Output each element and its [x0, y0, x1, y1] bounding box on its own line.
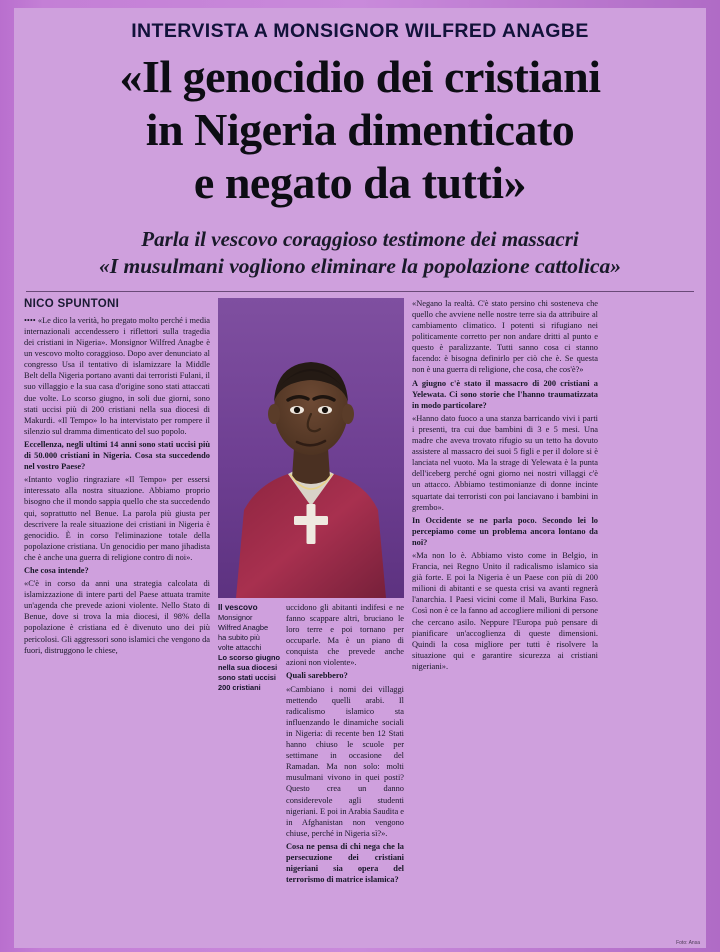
question: Quali sarebbero? — [286, 671, 348, 681]
article-kicker: INTERVISTA A MONSIGNOR WILFRED ANAGBE — [131, 20, 589, 42]
bishop-portrait-photo — [218, 298, 404, 598]
right-column-text — [412, 298, 598, 672]
paragraph: «Ma non lo è. Abbiamo visto come in Belgio, in Francia, nei Regno Unito il radicalismo islamico sia già forte. E poi la Nigeria è un Paese con più di 200 milioni di abitanti e se questa crisi va avanti regnerà l'anarchia. I Paesi vicini come il Mali, Burkina Faso. Così non è ce la fanno ad accogliere milioni di persone che cercano asilo. Neppure l'Europa può pensare di pianificare un'accoglienza di queste dimensioni. Quindi la cosa migliore per tutti è risolvere la situazione qui e garantire sicurezza ai cristiani nigeriani». — [412, 550, 598, 671]
caption-line-4: volte attacchi — [218, 642, 262, 652]
paragraph: «Intanto voglio ringraziare «Il Tempo» per essersi interessato alla nostra situazione. Abbiamo proprio bisogno che il mondo sappia quello che sta succedendo qui, soprattutto nel Benue. La parola più giusta per descrivere la reale situazione dei cristiani in Nigeria è genocidio. È in corso l'eliminazione totale della popolazione cristiana. Un genocidio per mano jihadista che è anche una guerra di religione contro di noi». — [24, 475, 210, 562]
caption-line-1: Monsignor — [218, 612, 253, 622]
divider — [26, 291, 694, 292]
question: Che cosa intende? — [24, 565, 89, 575]
paragraph: «C'è in corso da anni una strategia calcolata di islamizzazione di intere parti del Paese attuata tramite un'agenda che prevede azioni violente. Nello Stato di Benue, dove si trova la mia diocesi, il 98% della popolazione è cristiana ed è divenuto uno dei più pericolosi. Gli aggressori sono islamici che vengono da fuori, distruggono le chiese, — [24, 579, 210, 655]
paragraph: «Negano la realtà. C'è stato persino chi sosteneva che quello che avviene nelle nostre terre sia da attribuire al cambiamento climatico. I potenti si rifugiano nei politicamente corretto per non andare dritti al punto e questo è paralizzante. Tutti sanno cosa ci stanno facendo: è bisogna definirlo per ciò che è. Se questa non è una guerra di religione, che cosa, che cos'è?» — [412, 298, 598, 375]
question: Cosa ne pensa di chi nega che la persecuzione dei cristiani nigeriani sia opera del terrorismo di matrice islamica? — [286, 841, 404, 885]
photo-caption-block — [218, 602, 404, 887]
photo-credit: Foto: Ansa — [676, 940, 700, 946]
caption-highlight: Lo scorso giugno nella sua diocesi sono stati uccisi 200 cristiani — [218, 652, 280, 692]
article-columns — [24, 298, 696, 898]
column-right — [412, 298, 598, 898]
portrait-illustration — [218, 298, 404, 598]
caption-line-2: Wilfred Anagbe — [218, 622, 269, 632]
left-column-text — [24, 315, 210, 656]
subhead-line-2: «I musulmani vogliono eliminare la popolazione cattolica» — [98, 253, 621, 278]
paragraph: «Hanno dato fuoco a una stanza barricando vivi i parti i presenti, tra cui due bambini di 3 e 5 mesi. Una madre che aveva trovato rifugio su un tetto ha dovuto assistere al massacro dei suoi 5 figli e per il dolore si è lanciata nel vuoto. Ma la strage di Yelewata è la punta dell'iceberg perché ogni giorno nei nostri villaggi c'è un attacco. Abbiamo testimonianze di donne incinte squartate dai terroristi con poi lanciavano i bambini in grembo». — [412, 413, 598, 512]
headline-line-1: «Il genocidio dei cristiani — [119, 51, 601, 102]
paragraph: «Cambiano i nomi dei villaggi mettendo quelli arabi. Il radicalismo islamico sta influenzando le dinamiche sociali in Nigeria: di recente ben 12 Stati hanno chiuso le scuole per settimane in occasione del Ramadan. Ma non solo: molti musulmani vivono in quei posti? Questo crea un danno considerevole agli studenti nigeriani. E poi in Arabia Saudita e in Afghanistan non vengono chiuse, perché in Nigeria sì?». — [286, 684, 404, 838]
question: In Occidente se ne parla poco. Secondo lei lo percepiamo come un problema ancora lontano da noi? — [412, 515, 598, 547]
photo-caption — [218, 602, 280, 887]
caption-title: Il vescovo — [218, 602, 258, 612]
article-sheet — [14, 8, 706, 948]
page-title — [24, 51, 696, 210]
caption-line-3: ha subito più — [218, 632, 260, 642]
headline-line-3: e negato da tutti» — [193, 156, 527, 208]
article-subhead — [24, 226, 696, 281]
byline: NICO SPUNTONI — [24, 297, 120, 310]
paragraph: uccidono gli abitanti indifesi e ne fanno scappare altri, bruciano le loro terre e poi tornano per occuparle. Ma è un piano di conquista che prevede anche azioni non violente». — [286, 602, 404, 668]
paragraph: •••• «Le dico la verità, ho pregato molto perché i media internazionali accendessero i riflettori sulla tragedia dei cristiani in Nigeria». Monsignor Wilfred Anagbe è un vescovo molto coraggioso. Dopo aver denunciato al congresso Usa il tentativo di islamizzare la Middle Belt della Nigeria portano avanti dai terroristi Fulani, il suo villaggio e la sua casa d'origine sono stati attaccati due volte. Lo scorso giugno, in soli due giorni, sono stati uccisi più di 200 cristiani nella sua diocesi di Makurdi. «Il Tempo» lo ha intervistato per rompere il silenzio sul dramma dimenticato del suo popolo. — [24, 315, 210, 436]
question: A giugno c'è stato il massacro di 200 cristiani a Yelewata. Ci sono storie che l'hanno traumatizzata in modo particolare? — [412, 378, 598, 410]
subhead-line-1: Parla il vescovo coraggioso testimone dei massacri — [141, 226, 579, 251]
question: Eccellenza, negli ultimi 14 anni sono stati uccisi più di 50.000 cristiani in Nigeria. Cosa sta succedendo nel vostro Paese? — [24, 439, 210, 472]
column-left — [24, 298, 210, 898]
column-center — [218, 298, 404, 898]
headline-line-2: in Nigeria dimenticato — [145, 103, 575, 155]
center-column-text — [286, 602, 404, 887]
